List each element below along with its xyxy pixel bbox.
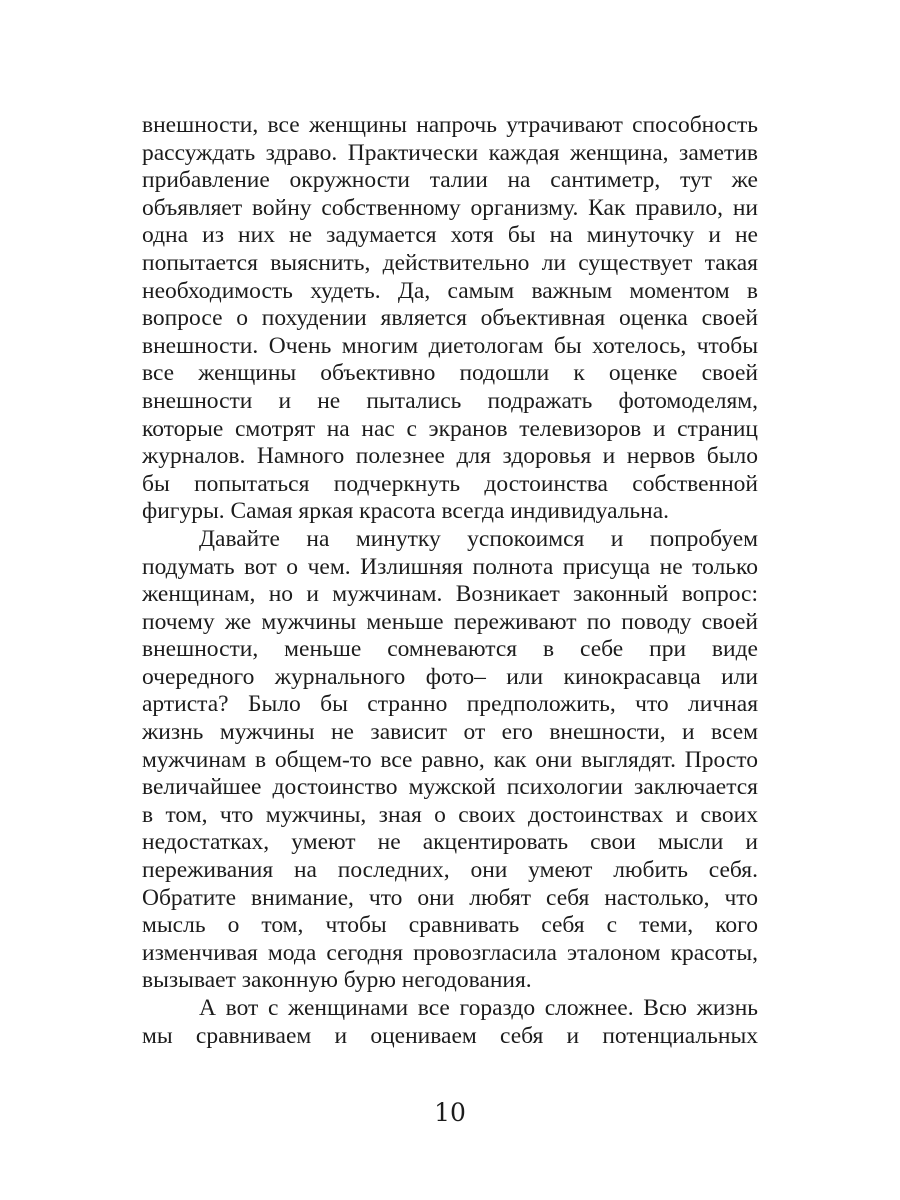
text-line: рассуждать здраво. Практически каждая женщина, заметив (142, 139, 758, 166)
text-line: внешности. Очень многим диетологам бы хотелось, чтобы (142, 332, 758, 359)
text-line: переживания на последних, они умеют любить себя. (142, 857, 758, 884)
text-line: одна из них не задумается хотя бы на минуточку и не (142, 222, 758, 249)
text-line: артиста? Было бы странно предположить, что личная (142, 691, 758, 718)
text-line: которые смотрят на нас с экранов телевизоров и страниц (142, 415, 758, 442)
paragraph (142, 526, 758, 995)
text-line: вызывает законную бурю негодования. (142, 967, 532, 994)
text-line: фигуры. Самая яркая красота всегда индивидуальна. (142, 498, 670, 525)
text-line: попытается выяснить, действительно ли существует такая (142, 249, 758, 276)
text-line: мы сравниваем и оцениваем себя и потенциальных (142, 1022, 758, 1049)
page-number: 10 (434, 1098, 466, 1127)
text-line: прибавление окружности талии на сантиметр, тут же (142, 167, 758, 194)
text-line: вопросе о похудении является объективная оценка своей (142, 305, 758, 332)
text-line: женщинам, но и мужчинам. Возникает законный вопрос: (142, 581, 758, 608)
text-line: необходимость худеть. Да, самым важным моментом в (142, 277, 758, 304)
text-line: мысль о том, чтобы сравнивать себя с теми, кого (142, 912, 758, 939)
text-line: внешности, меньше сомневаются в себе при виде (142, 636, 758, 663)
body-text (142, 112, 758, 1050)
text-line: величайшее достоинство мужской психологии заключается (142, 774, 758, 801)
text-line: почему же мужчины меньше переживают по поводу своей (142, 608, 758, 635)
text-line: объявляет войну собственному организму. Как правило, ни (142, 194, 758, 221)
text-line: подумать вот о чем. Излишняя полнота присуща не только (142, 553, 758, 580)
text-line: очередного журнального фото– или кинокрасавца или (142, 663, 758, 690)
text-line: внешности и не пытались подражать фотомоделям, (142, 387, 758, 414)
text-line: Давайте на минутку успокоимся и попробуем (199, 525, 758, 552)
text-line: мужчинам в общем-то все равно, как они выглядят. Просто (142, 746, 758, 773)
paragraph (142, 995, 758, 1050)
paragraph (142, 112, 758, 526)
text-line: в том, что мужчины, зная о своих достоинствах и своих (142, 801, 758, 828)
text-line: недостатках, умеют не акцентировать свои мысли и (142, 829, 758, 856)
text-line: жизнь мужчины не зависит от его внешности, и всем (142, 719, 758, 746)
text-line: изменчивая мода сегодня провозгласила эталоном красоты, (142, 939, 758, 966)
text-line: А вот с женщинами все гораздо сложнее. Всю жизнь (199, 995, 758, 1021)
text-line: все женщины объективно подошли к оценке своей (142, 360, 758, 387)
text-line: внешности, все женщины напрочь утрачивают способность (142, 112, 758, 138)
text-line: журналов. Намного полезнее для здоровья и нервов было (142, 443, 758, 470)
text-line: Обратите внимание, что они любят себя настолько, что (142, 884, 758, 911)
text-line: бы попытаться подчеркнуть достоинства собственной (142, 470, 758, 497)
